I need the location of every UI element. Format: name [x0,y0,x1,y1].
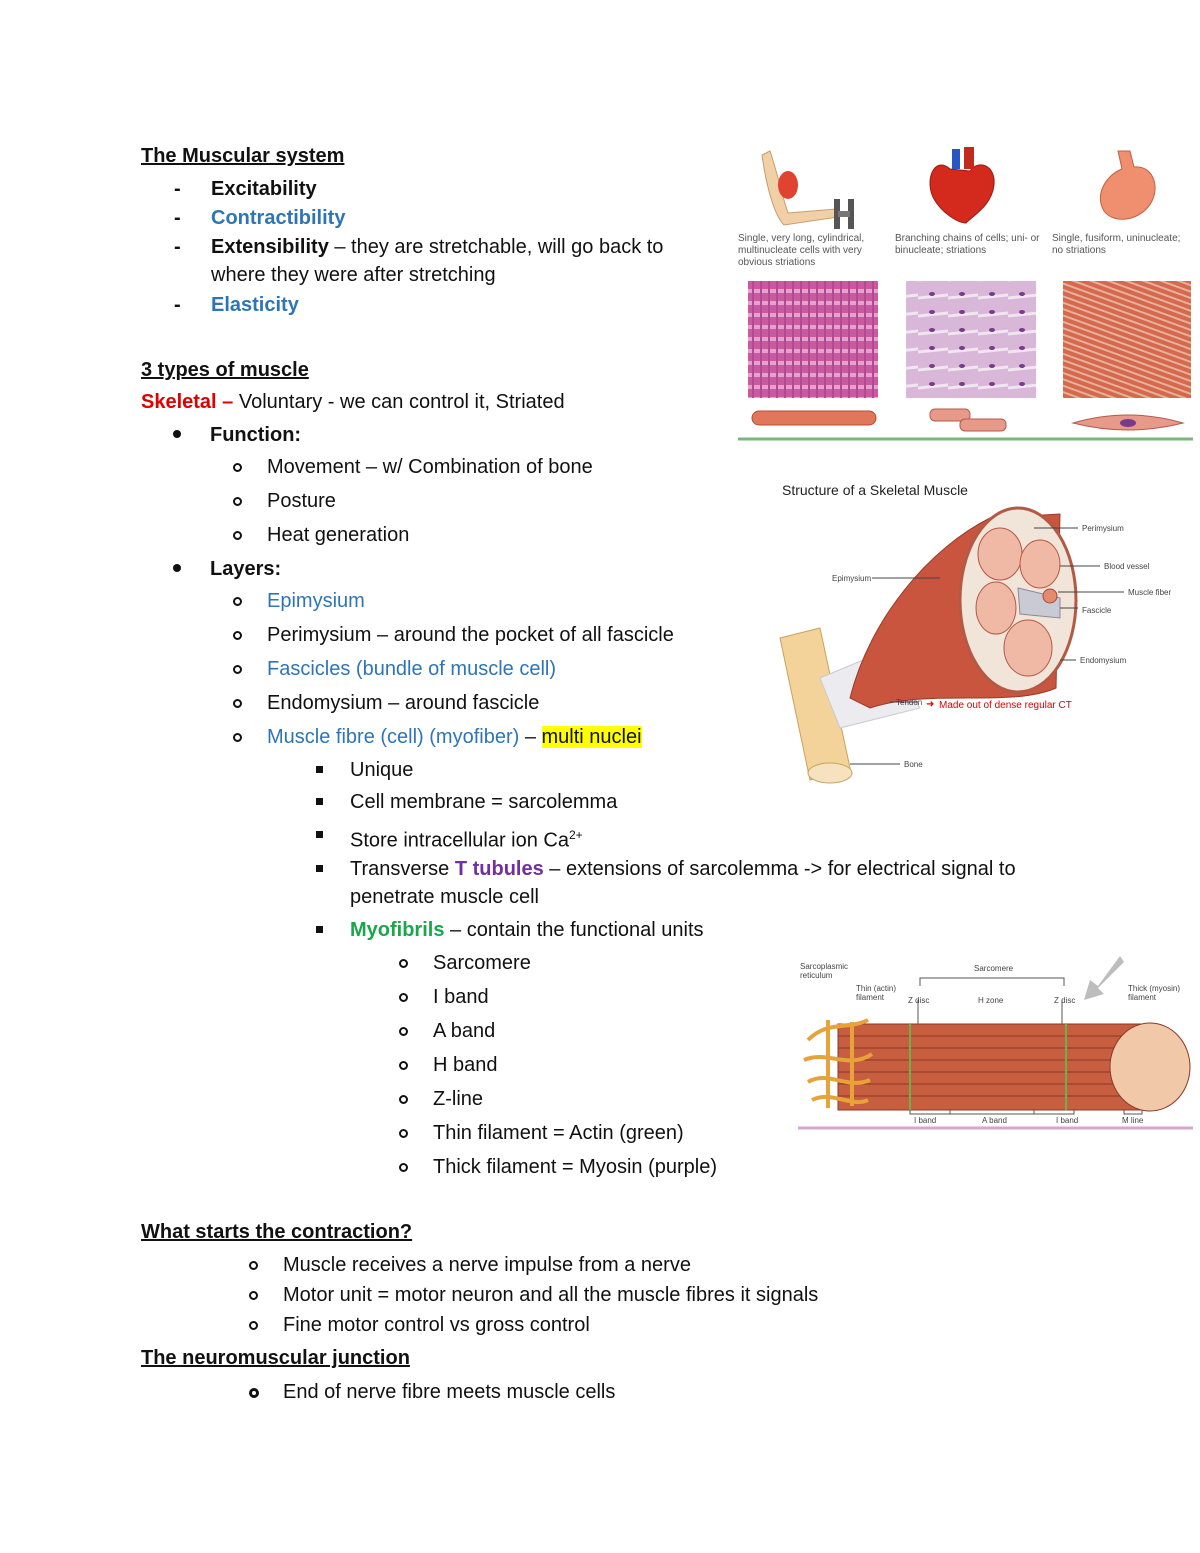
fibre-point-myofibrils [350,918,704,942]
label-a-band: A band [982,1116,1007,1125]
property-excitability: Excitability [211,178,317,200]
unit-item: Sarcomere [433,952,531,974]
tendon-note: Made out of dense regular CT [939,700,1072,711]
skeletal-micrograph [748,281,878,398]
transverse-post: – extensions of sarcolemma -> for electrical signal to [543,858,1016,880]
pointer-arrow-icon [1084,956,1124,1000]
stomach-icon [1100,151,1155,219]
circle-bullet [249,1321,258,1330]
square-bullet [316,926,323,933]
square-bullet [316,865,323,872]
property-extensibility [211,235,663,259]
multi-nuclei-highlight: multi nuclei [541,726,642,748]
circle-bullet [233,699,242,708]
label-fascicle: Fascicle [1082,606,1112,615]
extensibility-desc-line2: where they were after stretching [211,264,496,286]
dash-bullet: - [174,207,181,229]
smooth-cell-icon [1073,415,1183,430]
myofibril-body [838,1024,1150,1110]
circle-bullet [249,1388,259,1398]
circle-bullet [233,497,242,506]
arrow-icon: ➜ [926,699,935,710]
myofibrils-post: – contain the functional units [444,919,704,941]
property-contractibility: Contractibility [211,207,346,229]
fibre-point-transverse [350,857,1016,881]
layer-muscle-fibre [267,725,642,749]
arm-icon [762,151,854,229]
unit-item: Z-line [433,1088,484,1110]
label-perimysium: Perimysium [1082,524,1124,533]
property-elasticity: Elasticity [211,294,299,316]
function-item: Movement – w/ Combination of bone [267,456,593,478]
cardiac-micrograph [906,281,1036,398]
caption-skeletal: Single, very long, cylindrical, multinucleate cells with very obvious striations [738,233,865,268]
structure-figure-title: Structure of a Skeletal Muscle [782,482,968,498]
layers-label: Layers: [210,558,282,580]
section-heading-contraction: What starts the contraction? [141,1221,413,1243]
function-item: Heat generation [267,524,410,546]
muscle-types-figure [738,145,1193,442]
label-i-band: I band [914,1116,937,1125]
muscle-cross-section [960,508,1076,692]
extensibility-desc: – they are stretchable, will go back to [328,236,664,258]
unit-item: I band [433,986,489,1008]
unit-item: Thin filament = Actin (green) [433,1122,684,1144]
nmj-item: End of nerve fibre meets muscle cells [283,1381,616,1403]
skeletal-line [141,390,565,414]
square-bullet [316,766,323,773]
circle-bullet [249,1291,258,1300]
label-sarcomere: Sarcomere [974,964,1014,973]
muscle-fibre-term: Muscle fibre (cell) (myofiber) [267,726,520,748]
label-endomysium: Endomysium [1080,656,1127,665]
circle-bullet [399,993,408,1002]
layer-epimysium: Epimysium [267,590,365,612]
label-bone: Bone [904,760,923,769]
skeletal-label: Skeletal – [141,391,234,413]
label-z-disc: Z disc [1054,996,1076,1005]
unit-item: Thick filament = Myosin (purple) [433,1156,717,1178]
label-muscle-fiber: Muscle fiber [1128,588,1172,597]
label-tendon: Tendon [896,698,923,707]
circle-bullet [399,1061,408,1070]
circle-bullet [233,733,242,742]
cardiac-cell-icon [930,409,1006,431]
circle-bullet [233,597,242,606]
circle-bullet [399,1095,408,1104]
muscle-fibre-dash: – [519,726,542,748]
circle-bullet [233,463,242,472]
dash-bullet: - [174,236,181,258]
label-m-line: M line [1122,1116,1144,1125]
store-superscript: 2+ [569,828,583,842]
label-thick-filament: Thick (myosin) filament [1128,984,1181,1002]
transverse-line2: penetrate muscle cell [350,886,539,908]
function-label: Function: [210,424,302,446]
fibre-point: Cell membrane = sarcolemma [350,791,618,813]
caption-cardiac: Branching chains of cells; uni- or binucleate; striations [895,233,1040,256]
function-item: Posture [267,490,336,512]
unit-item: A band [433,1020,496,1042]
section-heading-nmj: The neuromuscular junction [141,1347,410,1369]
circle-bullet [233,631,242,640]
label-h-zone: H zone [978,996,1004,1005]
contraction-item: Fine motor control vs gross control [283,1314,590,1336]
skeletal-desc: Voluntary - we can control it, Striated [233,391,565,413]
circle-bullet [233,531,242,540]
myofibril-end [1110,1023,1190,1111]
contraction-item: Motor unit = motor neuron and all the muscle fibres it signals [283,1284,819,1306]
circle-bullet [399,1027,408,1036]
smooth-micrograph [1063,281,1191,398]
heart-icon [930,147,994,223]
label-sarcoplasmic-reticulum: Sarcoplasmic reticulum [800,962,849,980]
circle-bullet [399,1163,408,1172]
label-z-disc: Z disc [908,996,930,1005]
label-thin-filament: Thin (actin) filament [856,984,897,1002]
circle-bullet [399,959,408,968]
layer-perimysium: Perimysium – around the pocket of all fascicle [267,624,674,646]
myofibrils-term: Myofibrils [350,919,445,941]
dash-bullet: - [174,178,181,200]
skeletal-muscle-illustration [760,478,1200,793]
muscle-types-illustration [738,145,1193,442]
fibre-point: Unique [350,759,414,781]
dash-bullet: - [174,294,181,316]
circle-bullet [249,1261,258,1270]
myofibril-figure [798,950,1193,1132]
page-title: The Muscular system [141,145,345,167]
skeletal-cell-icon [752,411,876,425]
layer-fascicles: Fascicles (bundle of muscle cell) [267,658,556,680]
transverse-pre: Transverse [350,858,455,880]
circle-bullet [399,1129,408,1138]
t-tubules-term: T tubules [454,858,544,880]
section-heading-types: 3 types of muscle [141,359,309,381]
round-bullet [173,564,181,572]
square-bullet [316,831,323,838]
label-blood-vessel: Blood vessel [1104,562,1150,571]
label-i-band: I band [1056,1116,1079,1125]
contraction-item: Muscle receives a nerve impulse from a nerve [283,1254,691,1276]
label-epimysium: Epimysium [832,574,872,583]
unit-item: H band [433,1054,498,1076]
layer-endomysium: Endomysium – around fascicle [267,692,540,714]
skeletal-muscle-structure-figure [760,478,1200,793]
extensibility-term: Extensibility [211,236,329,258]
caption-smooth: Single, fusiform, uninucleate; no striations [1052,233,1181,256]
round-bullet [173,430,181,438]
square-bullet [316,798,323,805]
store-text: Store intracellular ion Ca [350,829,569,852]
circle-bullet [233,665,242,674]
fibre-point-store [350,823,583,853]
